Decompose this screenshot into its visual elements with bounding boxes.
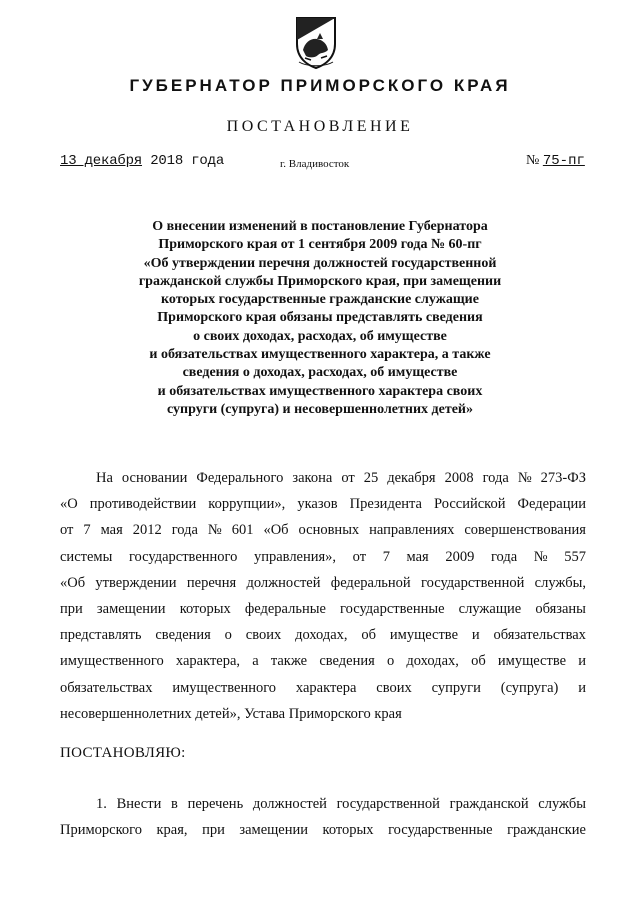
word: имущественного (60, 653, 164, 670)
word: Внести (116, 796, 162, 812)
preamble-line (60, 544, 586, 570)
word: 1. (96, 796, 107, 812)
word: доходах, (295, 627, 348, 644)
preamble-line (60, 465, 586, 491)
word: № (517, 470, 532, 486)
word: от (352, 548, 367, 565)
word: № (533, 548, 548, 565)
word: гражданские (507, 822, 586, 839)
word: 7 (83, 522, 91, 539)
title-line: Приморского края от 1 сентября 2009 года № 60-пг (158, 237, 482, 253)
word: системы (60, 548, 113, 565)
word: 2008 (444, 470, 474, 486)
word: федеральные (244, 600, 326, 617)
word: характера, (175, 653, 241, 670)
preamble-line (60, 517, 586, 543)
word: декабря (387, 470, 436, 486)
document-type-heading: ПОСТАНОВЛЕНИЕ (226, 118, 414, 135)
word: должностей (252, 796, 327, 812)
word: имуществе (497, 653, 567, 670)
word: замещении (96, 600, 166, 617)
word: 2012 (132, 522, 162, 539)
word: 7 (382, 548, 390, 565)
date-day: 13 декабря (60, 153, 143, 169)
word: Федерации (517, 496, 586, 513)
word: а (252, 653, 259, 670)
word: года (490, 548, 518, 565)
word: 2009 (445, 548, 475, 565)
paragraph-line (60, 790, 586, 816)
word: характера (295, 679, 357, 696)
word: обязательствах (60, 679, 153, 696)
word: супруги (431, 679, 481, 696)
word: утверждении (95, 574, 177, 591)
word: 601 (231, 522, 254, 539)
word: государственного (128, 548, 238, 565)
word: направлениях (369, 522, 455, 539)
word: основных (298, 522, 360, 539)
number-value: 75-пг (542, 153, 585, 169)
emblem-shield-icon (293, 14, 339, 70)
preamble-line (60, 675, 586, 701)
word: 557 (564, 548, 586, 565)
word: Президента (349, 496, 422, 513)
paragraph-line (60, 816, 586, 842)
title-line: гражданской службы Приморского края, при замещении (138, 273, 502, 289)
word: года (482, 470, 509, 486)
date-year: 2018 года (142, 153, 225, 169)
word: и (471, 627, 480, 644)
preamble-line (60, 596, 586, 622)
preamble-line (60, 622, 586, 648)
word: и (578, 653, 586, 670)
word: при (60, 600, 83, 617)
preamble-line (60, 648, 586, 674)
word: также (270, 653, 308, 670)
word: своих (245, 627, 282, 644)
word: «Об (263, 522, 289, 539)
word: своих (376, 679, 412, 696)
word: «О (60, 496, 78, 513)
word: противодействии (89, 496, 197, 513)
word: «Об (60, 574, 86, 591)
word: государственной (336, 796, 440, 812)
word: которых (179, 600, 231, 617)
decree-word: ПОСТАНОВЛЯЮ: (60, 745, 186, 761)
title-line: Приморского края обязаны представлять сведения (157, 310, 483, 326)
word: 273-ФЗ (540, 470, 586, 486)
word: обязаны (535, 600, 586, 617)
word: государственные (388, 822, 493, 839)
title-line: супруги (супруга) и несовершеннолетних детей» (167, 401, 473, 417)
word: основании (121, 470, 188, 486)
word: (супруга) (500, 679, 559, 696)
word: сведения (155, 627, 211, 644)
issuing-authority-heading: ГУБЕРНАТОР ПРИМОРСКОГО КРАЯ (129, 76, 511, 95)
document-title (100, 218, 540, 419)
title-line: сведения о доходах, расходах, об имуществе (182, 365, 458, 381)
word: края, (156, 822, 188, 839)
word: имуществе (389, 627, 459, 644)
word: службы, (534, 574, 586, 591)
word: мая (100, 522, 123, 539)
document-city: г. Владивосток (280, 158, 350, 170)
word: государственной (421, 574, 525, 591)
title-line: которых государственные гражданские служащие (161, 292, 479, 308)
word: Федерального (196, 470, 284, 486)
word: управления», (253, 548, 337, 565)
word: должностей (246, 574, 321, 591)
number-prefix: № (526, 153, 543, 168)
title-line: О внесении изменений в постановление Губернатора (152, 219, 488, 234)
word: совершенствования (464, 522, 586, 539)
word: года (171, 522, 198, 539)
word: об (471, 653, 486, 670)
word: службы (538, 796, 586, 812)
title-line: и обязательствах имущественного характера, а также (149, 347, 491, 363)
paragraph-1 (60, 790, 586, 842)
preamble-line: несовершеннолетних детей», Устава Приморского края (60, 705, 402, 722)
word: закона (292, 470, 333, 486)
title-line: и обязательствах имущественного характера своих (157, 383, 483, 399)
word: о (386, 653, 395, 670)
title-line: «Об утверждении перечня должностей государственной (143, 255, 497, 271)
word: гражданской (449, 796, 529, 812)
preamble-paragraph (60, 465, 586, 727)
word: в (171, 796, 178, 812)
word: и (578, 679, 586, 696)
word: от (341, 470, 355, 486)
preamble-line (60, 491, 586, 517)
word: от (60, 522, 74, 539)
word: 25 (363, 470, 379, 486)
word: Российской (434, 496, 506, 513)
word: федеральной (330, 574, 411, 591)
word: представлять (60, 627, 142, 644)
word: коррупции», (208, 496, 286, 513)
word: служащие (458, 600, 522, 617)
document-date (60, 153, 224, 169)
document-number (526, 153, 585, 169)
word: перечня (186, 574, 237, 591)
word: На (96, 470, 113, 486)
word: о (224, 627, 232, 644)
word: доходах, (406, 653, 459, 670)
word: Приморского (60, 822, 142, 839)
word: мая (406, 548, 429, 565)
word: государственные (340, 600, 445, 617)
preamble-line (60, 570, 586, 596)
word: замещении (239, 822, 309, 839)
word: имущественного (172, 679, 277, 696)
word: об (361, 627, 377, 644)
word: указов (297, 496, 338, 513)
title-line: о своих доходах, расходах, об имуществе (193, 328, 447, 344)
word: обязательствах (493, 627, 586, 644)
word: № (207, 522, 222, 539)
word: сведения (319, 653, 375, 670)
word: перечень (187, 796, 244, 812)
coat-of-arms-emblem (293, 14, 339, 70)
word: которых (322, 822, 374, 839)
word: при (202, 822, 225, 839)
